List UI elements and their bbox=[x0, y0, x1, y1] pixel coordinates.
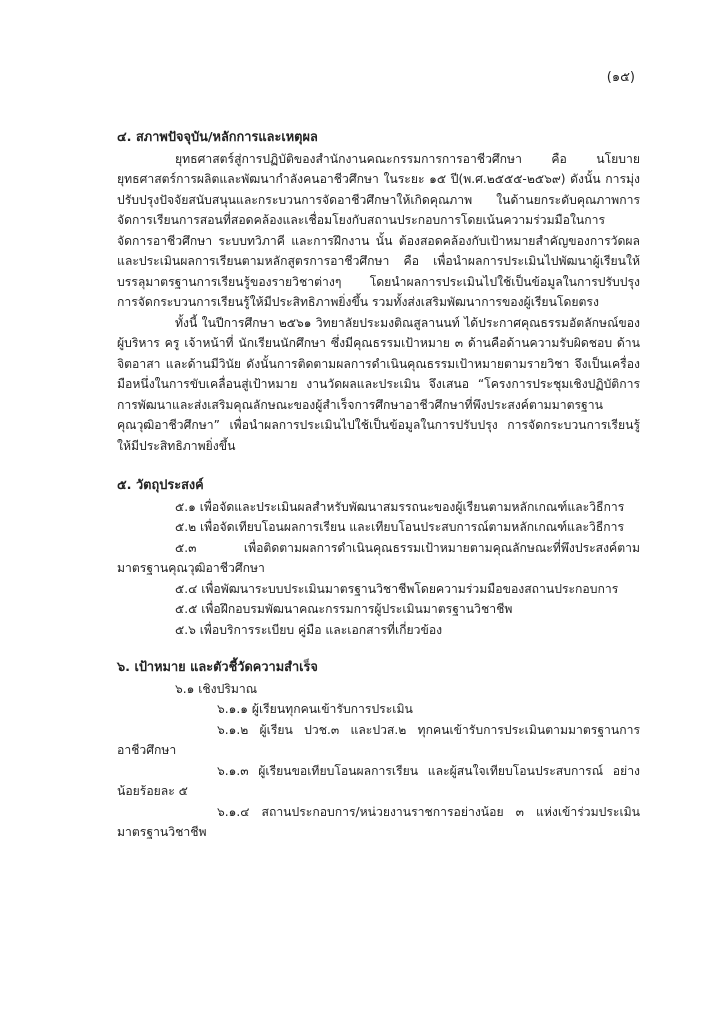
section-4-heading: ๔. สภาพปัจจุบัน/หลักการและเหตุผล bbox=[117, 130, 318, 145]
target-item: ๖.๑.๔ สถานประกอบการ/หน่วยงานราชการอย่างน้อย ๓ แห่งเข้าร่วมประเมินมาตรฐานวิชาชีพ bbox=[117, 804, 640, 839]
objective-item: ๕.๔ เพื่อพัฒนาระบบประเมินมาตรฐานวิชาชีพโดยความร่วมมือของสถานประกอบการ bbox=[175, 581, 619, 596]
section-4-paragraph-2: ทั้งนี้ ในปีการศึกษา ๒๕๖๑ วิทยาลัยประมงติณสูลานนท์ ได้ประกาศคุณธรรมอัตลักษณ์ของผู้บริหาร ครู เจ้าหน้าที่ นักเรียนนักศึกษา ซึ่งมีคุณธรรมเป้าหมาย ๓ ด้านคือด้านความรับผิดชอบ ด้านจิตอาสา และด้านมีวินัย ดังนั้นการติดตามผลการดำเนินคุณธรรมเป้าหมายตามรายวิชา จึงเป็นเครื่องมือหนึ่งในการขับเคลื่อนสู่เป้าหมาย งานวัดผลและประเมิน จึงเสนอ “โครงการประชุมเชิงปฏิบัติการการพัฒนาและส่งเสริมคุณลักษณะของผู้สำเร็จการศึกษาอาชีวศึกษาที่พึงประสงค์ตามมาตรฐานคุณวุฒิอาชีวศึกษา” เพื่อนำผลการประเมินไปใช้เป็นข้อมูลในการปรับปรุง การจัดกระบวนการเรียนรู้ให้มีประสิทธิภาพยิ่งขึ้น bbox=[117, 315, 640, 453]
section-6-heading: ๖. เป้าหมาย และตัวชี้วัดความสำเร็จ bbox=[117, 660, 318, 675]
target-item: ๖.๑.๒ ผู้เรียน ปวช.๓ และปวส.๒ ทุกคนเข้ารับการประเมินตามมาตรฐานการอาชีวศึกษา bbox=[117, 722, 640, 757]
section-6-subheading: ๖.๑ เชิงปริมาณ bbox=[175, 681, 258, 696]
objective-item: ๕.๖ เพื่อบริการระเบียบ คู่มือ และเอกสารที่เกี่ยวข้อง bbox=[175, 622, 443, 637]
section-4-paragraph-1: ยุทธศาสตร์สู่การปฏิบัติของสำนักงานคณะกรรมการการอาชีวศึกษา คือ นโยบายยุทธศาสตร์การผลิตและพัฒนากำลังคนอาชีวศึกษา ในระยะ ๑๕ ปี(พ.ศ.๒๕๕๕-๒๕๖๙) ดังนั้น การมุ่งปรับปรุงปัจจัยสนับสนุนและกระบวนการจัดอาชีวศึกษาให้เกิดคุณภาพ ในด้านยกระดับคุณภาพการจัดการเรียนการสอนที่สอดคล้องและเชื่อมโยงกับสถานประกอบการโดยเน้นความร่วมมือในการจัดการอาชีวศึกษา ระบบทวิภาคี และการฝึกงาน นั้น ต้องสอดคล้องกับเป้าหมายสำคัญของการวัดผลและประเมินผลการเรียนตามหลักสูตรการอาชีวศึกษา คือ เพื่อนำผลการประเมินไปพัฒนาผู้เรียนให้บรรลุมาตรฐานการเรียนรู้ของรายวิชาต่างๆ โดยนำผลการประเมินไปใช้เป็นข้อมูลในการปรับปรุง การจัดกระบวนการเรียนรู้ให้มีประสิทธิภาพยิ่งขึ้น รวมทั้งส่งเสริมพัฒนาการของผู้เรียนโดยตรง bbox=[117, 151, 640, 309]
objective-item: ๕.๓ เพื่อติดตามผลการดำเนินคุณธรรมเป้าหมายตามคุณลักษณะที่พึงประสงค์ตามมาตรฐานคุณวุฒิอาชีวศึกษา bbox=[117, 540, 640, 575]
objective-item: ๕.๒ เพื่อจัดเทียบโอนผลการเรียน และเทียบโอนประสบการณ์ตามหลักเกณฑ์และวิธีการ bbox=[175, 520, 625, 534]
objective-item: ๕.๕ เพื่อฝึกอบรมพัฒนาคณะกรรมการผู้ประเมินมาตรฐานวิชาชีพ bbox=[175, 602, 513, 616]
document-body bbox=[117, 128, 640, 843]
section-5-heading: ๕. วัตถุประสงค์ bbox=[117, 478, 204, 493]
target-item: ๖.๑.๑ ผู้เรียนทุกคนเข้ารับการประเมิน bbox=[217, 702, 413, 716]
page-number: (๑๕) bbox=[606, 70, 635, 85]
objective-item: ๕.๑ เพื่อจัดและประเมินผลสำหรับพัฒนาสมรรถนะของผู้เรียนตามหลักเกณฑ์และวิธีการ bbox=[175, 499, 625, 514]
target-item: ๖.๑.๓ ผู้เรียนขอเทียบโอนผลการเรียน และผู้สนใจเทียบโอนประสบการณ์ อย่างน้อยร้อยละ ๕ bbox=[117, 763, 640, 798]
